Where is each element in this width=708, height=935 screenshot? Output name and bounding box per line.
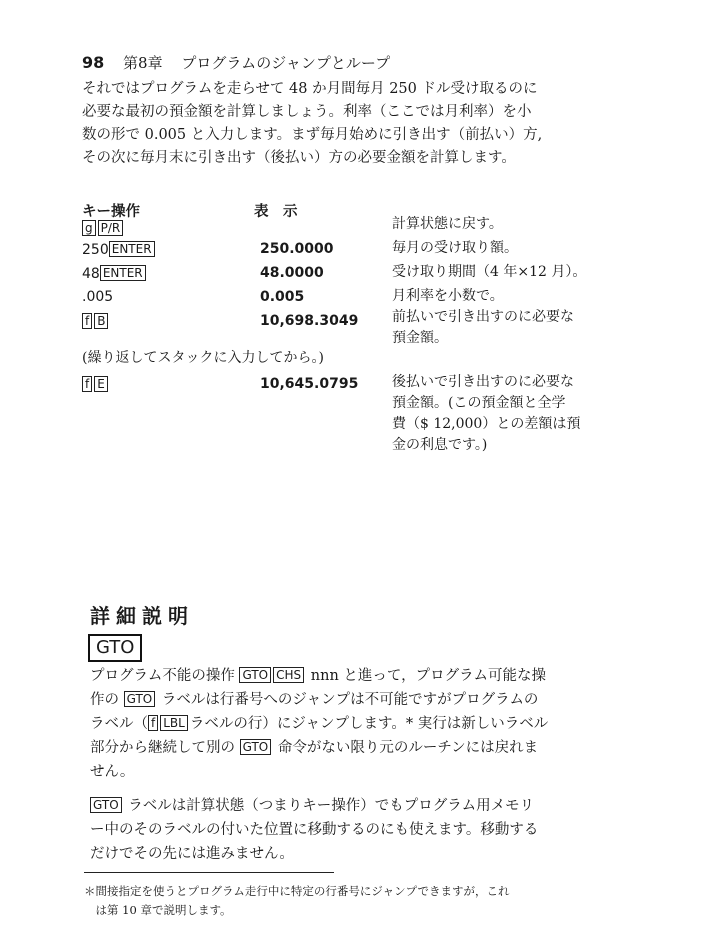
calculator-key: CHS bbox=[273, 667, 304, 683]
intro-line: その次に毎月末に引き出す（後払い）方の必要金額を計算します。 bbox=[82, 150, 516, 166]
paragraph-text: nnn と進って，プログラム可能な操 bbox=[306, 668, 546, 684]
table-row bbox=[82, 265, 642, 287]
intro-paragraph bbox=[82, 78, 630, 170]
table-row bbox=[82, 374, 642, 453]
paragraph-line bbox=[90, 794, 625, 818]
display-value: 48.0000 bbox=[260, 265, 324, 281]
column-header-keys: キー操作 bbox=[82, 203, 140, 220]
paragraph-text: ラベルは計算状態（つまりキー操作）でもプログラム用メモリ bbox=[123, 798, 535, 814]
calculator-key: GTO bbox=[239, 667, 271, 683]
gto-key-heading: GTO bbox=[88, 634, 142, 662]
keystroke-number: 48 bbox=[82, 266, 100, 282]
explanation-paragraph-2 bbox=[90, 794, 625, 866]
paragraph-text: だけでその先には進みません。 bbox=[90, 846, 294, 862]
description-line: 前払いで引き出すのに必要な bbox=[392, 309, 574, 325]
description-line: 受け取り期間（4 年×12 月）。 bbox=[392, 264, 587, 280]
paragraph-line bbox=[90, 664, 625, 688]
table-row bbox=[82, 309, 642, 346]
calculator-key: f bbox=[148, 715, 158, 731]
keystroke-number: .005 bbox=[82, 289, 114, 305]
paragraph-text: ラベル（ bbox=[90, 716, 148, 732]
explanation-paragraph-1 bbox=[90, 664, 625, 784]
display-value: 250.0000 bbox=[260, 241, 334, 257]
paragraph-text: 作の bbox=[90, 692, 124, 708]
calculator-key: ENTER bbox=[109, 241, 155, 257]
paragraph-line bbox=[90, 818, 625, 842]
paragraph-text: ラベルは行番号へのジャンプは不可能ですがプログラムの bbox=[157, 692, 539, 708]
paragraph-line bbox=[90, 712, 625, 736]
display-value: 10,698.3049 bbox=[260, 313, 359, 329]
intro-line: それではプログラムを走らせて 48 か月間毎月 250 ドル受け取るのに bbox=[82, 81, 538, 97]
calculator-key: LBL bbox=[160, 715, 188, 731]
keystroke-cell bbox=[82, 376, 110, 393]
footnote-line: ＊間接指定を使うとプログラム走行中に特定の行番号にジャンプできますが，これ bbox=[84, 884, 510, 898]
page-header bbox=[82, 52, 390, 73]
footnote-divider bbox=[84, 872, 334, 873]
table-note: (繰り返してスタックに入力してから。) bbox=[82, 350, 324, 366]
paragraph-text: 部分から継続して別の bbox=[90, 740, 240, 756]
description-cell bbox=[392, 372, 622, 456]
page-number: 98 bbox=[82, 53, 105, 72]
description-cell bbox=[392, 238, 622, 259]
paragraph-text: 命令がない限り元のルーチンには戻れま bbox=[273, 740, 539, 756]
intro-line: 数の形で 0.005 と入力します。まず毎月始めに引き出す（前払い）方, bbox=[82, 127, 543, 143]
paragraph-text: ラベルの行）にジャンプします。* 実行は新しいラベル bbox=[189, 716, 549, 732]
description-line: 金の利息です。) bbox=[392, 437, 488, 453]
description-line: 預金額。(この預金額と全学 bbox=[392, 395, 566, 411]
keystroke-cell bbox=[82, 220, 125, 237]
description-line: 計算状態に戻す。 bbox=[392, 216, 503, 232]
keystroke-number: 250 bbox=[82, 242, 109, 258]
keystroke-cell bbox=[82, 313, 110, 330]
description-cell bbox=[392, 214, 622, 235]
section-title: 詳細説明 bbox=[90, 604, 194, 628]
keystroke-cell bbox=[82, 265, 148, 282]
description-line: 費（$ 12,000）との差額は預 bbox=[392, 416, 581, 432]
description-line: 預金額。 bbox=[392, 330, 448, 346]
calculator-key: GTO bbox=[90, 797, 122, 813]
paragraph-line bbox=[90, 842, 625, 866]
column-header-display: 表 示 bbox=[254, 203, 298, 220]
calculator-key: f bbox=[82, 313, 92, 329]
chapter-label: 第8章 bbox=[123, 54, 163, 72]
paragraph-text: プログラム不能の操作 bbox=[90, 668, 240, 684]
description-line: 後払いで引き出すのに必要な bbox=[392, 374, 574, 390]
description-line: 月利率を小数で。 bbox=[392, 288, 504, 304]
display-value: 10,645.0795 bbox=[260, 376, 359, 392]
paragraph-text: せん。 bbox=[90, 764, 135, 780]
calculator-key: g bbox=[82, 220, 96, 236]
footnote bbox=[84, 882, 510, 920]
calculator-key: f bbox=[82, 376, 92, 392]
description-cell bbox=[392, 262, 622, 283]
intro-line: 必要な最初の預金額を計算しましょう。利率（ここでは月利率）を小 bbox=[82, 104, 532, 120]
display-value: 0.005 bbox=[260, 289, 305, 305]
table-row bbox=[82, 241, 642, 263]
calculator-key: B bbox=[94, 313, 108, 329]
paragraph-line bbox=[90, 760, 625, 784]
footnote-line: は第 10 章で説明します。 bbox=[84, 903, 232, 917]
paragraph-line bbox=[90, 688, 625, 712]
calculator-key: GTO bbox=[124, 691, 156, 707]
calculator-key: GTO bbox=[240, 739, 272, 755]
calculator-key: P/R bbox=[98, 220, 124, 236]
chapter-title: プログラムのジャンプとループ bbox=[181, 54, 391, 72]
calculator-key: ENTER bbox=[100, 265, 146, 281]
keystroke-cell bbox=[82, 241, 157, 258]
calculator-key: E bbox=[94, 376, 108, 392]
paragraph-line bbox=[90, 736, 625, 760]
paragraph-text: ー中のそのラベルの付いた位置に移動するのにも使えます。移動する bbox=[90, 822, 539, 838]
description-line: 毎月の受け取り額。 bbox=[392, 240, 518, 256]
description-cell bbox=[392, 307, 622, 349]
description-cell bbox=[392, 286, 622, 307]
keystroke-cell bbox=[82, 289, 113, 305]
